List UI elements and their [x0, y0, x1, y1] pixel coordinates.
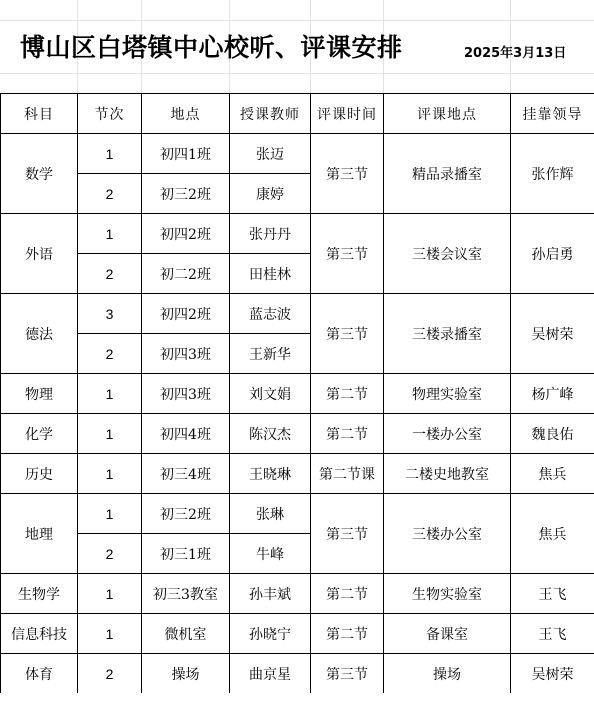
- table-row: [1, 574, 594, 614]
- teacher-cell: 孙晓宁: [230, 614, 311, 654]
- header-location: 地点: [142, 94, 230, 134]
- subject-cell: 历史: [1, 454, 78, 494]
- table-row: [1, 414, 594, 454]
- leader-cell: 焦兵: [511, 494, 594, 574]
- teacher-cell: 蓝志波: [230, 294, 311, 334]
- eval-place-cell: 三楼会议室: [384, 214, 511, 294]
- eval-place-cell: 操场: [384, 654, 511, 694]
- schedule-date: 2025年3月13日: [464, 46, 567, 61]
- leader-cell: 王飞: [511, 574, 594, 614]
- table-row: [1, 374, 594, 414]
- room-cell: 操场: [142, 654, 230, 694]
- leader-cell: 张作辉: [511, 134, 594, 214]
- room-cell: 初三2班: [142, 494, 230, 534]
- header-row: [1, 94, 594, 134]
- room-cell: 初四2班: [142, 214, 230, 254]
- teacher-cell: 康婷: [230, 174, 311, 214]
- subject-cell: 数学: [1, 134, 78, 214]
- leader-cell: 杨广峰: [511, 374, 594, 414]
- subject-cell: 信息科技: [1, 614, 78, 654]
- teacher-cell: 王新华: [230, 334, 311, 374]
- eval-place-cell: 二楼史地教室: [384, 454, 511, 494]
- table-row: [1, 134, 594, 174]
- subject-cell: 物理: [1, 374, 78, 414]
- table-row: [1, 654, 594, 694]
- subject-cell: 生物学: [1, 574, 78, 614]
- period-cell: 2: [78, 334, 142, 374]
- room-cell: 初三3教室: [142, 574, 230, 614]
- period-cell: 1: [78, 614, 142, 654]
- teacher-cell: 孙丰斌: [230, 574, 311, 614]
- room-cell: 初三2班: [142, 174, 230, 214]
- schedule-table: [0, 93, 594, 694]
- table-row: [1, 294, 594, 334]
- teacher-cell: 刘文娟: [230, 374, 311, 414]
- teacher-cell: 陈汉杰: [230, 414, 311, 454]
- leader-cell: 吴树荣: [511, 654, 594, 694]
- room-cell: 初三1班: [142, 534, 230, 574]
- table-row: [1, 214, 594, 254]
- leader-cell: 吴树荣: [511, 294, 594, 374]
- teacher-cell: 张迈: [230, 134, 311, 174]
- period-cell: 1: [78, 454, 142, 494]
- eval-place-cell: 备课室: [384, 614, 511, 654]
- header-leader: 挂靠领导: [511, 94, 594, 134]
- eval-place-cell: 一楼办公室: [384, 414, 511, 454]
- eval-time-cell: 第三节: [311, 214, 384, 294]
- period-cell: 2: [78, 654, 142, 694]
- period-cell: 1: [78, 414, 142, 454]
- room-cell: 初三4班: [142, 454, 230, 494]
- period-cell: 2: [78, 254, 142, 294]
- header-teacher: 授课教师: [230, 94, 311, 134]
- eval-time-cell: 第三节: [311, 494, 384, 574]
- teacher-cell: 张琳: [230, 494, 311, 534]
- period-cell: 1: [78, 214, 142, 254]
- room-cell: 初四4班: [142, 414, 230, 454]
- room-cell: 初四3班: [142, 374, 230, 414]
- teacher-cell: 牛峰: [230, 534, 311, 574]
- period-cell: 1: [78, 494, 142, 534]
- subject-cell: 地理: [1, 494, 78, 574]
- eval-place-cell: 物理实验室: [384, 374, 511, 414]
- subject-cell: 外语: [1, 214, 78, 294]
- header-eval-place: 评课地点: [384, 94, 511, 134]
- eval-time-cell: 第三节: [311, 294, 384, 374]
- eval-time-cell: 第三节: [311, 654, 384, 694]
- eval-place-cell: 精品录播室: [384, 134, 511, 214]
- eval-time-cell: 第二节: [311, 374, 384, 414]
- eval-time-cell: 第三节: [311, 134, 384, 214]
- eval-place-cell: 三楼办公室: [384, 494, 511, 574]
- period-cell: 1: [78, 374, 142, 414]
- leader-cell: 魏良佑: [511, 414, 594, 454]
- eval-time-cell: 第二节课: [311, 454, 384, 494]
- period-cell: 3: [78, 294, 142, 334]
- subject-cell: 德法: [1, 294, 78, 374]
- table-row: [1, 454, 594, 494]
- subject-cell: 化学: [1, 414, 78, 454]
- leader-cell: 焦兵: [511, 454, 594, 494]
- room-cell: 初二2班: [142, 254, 230, 294]
- table-row: [1, 494, 594, 534]
- eval-place-cell: 生物实验室: [384, 574, 511, 614]
- eval-time-cell: 第二节: [311, 414, 384, 454]
- period-cell: 1: [78, 574, 142, 614]
- subject-cell: 体育: [1, 654, 78, 694]
- room-cell: 初四1班: [142, 134, 230, 174]
- eval-time-cell: 第二节: [311, 614, 384, 654]
- header-subject: 科目: [1, 94, 78, 134]
- teacher-cell: 王晓琳: [230, 454, 311, 494]
- room-cell: 初四2班: [142, 294, 230, 334]
- page-title: 博山区白塔镇中心校听、评课安排: [20, 33, 403, 62]
- room-cell: 初四3班: [142, 334, 230, 374]
- gridline: [0, 20, 594, 21]
- header-period: 节次: [78, 94, 142, 134]
- leader-cell: 王飞: [511, 614, 594, 654]
- room-cell: 微机室: [142, 614, 230, 654]
- gridline: [0, 73, 594, 74]
- eval-place-cell: 三楼录播室: [384, 294, 511, 374]
- eval-time-cell: 第二节: [311, 574, 384, 614]
- teacher-cell: 曲京星: [230, 654, 311, 694]
- table-row: [1, 614, 594, 654]
- leader-cell: 孙启勇: [511, 214, 594, 294]
- header-eval-time: 评课时间: [311, 94, 384, 134]
- teacher-cell: 张丹丹: [230, 214, 311, 254]
- period-cell: 2: [78, 174, 142, 214]
- teacher-cell: 田桂林: [230, 254, 311, 294]
- period-cell: 1: [78, 134, 142, 174]
- period-cell: 2: [78, 534, 142, 574]
